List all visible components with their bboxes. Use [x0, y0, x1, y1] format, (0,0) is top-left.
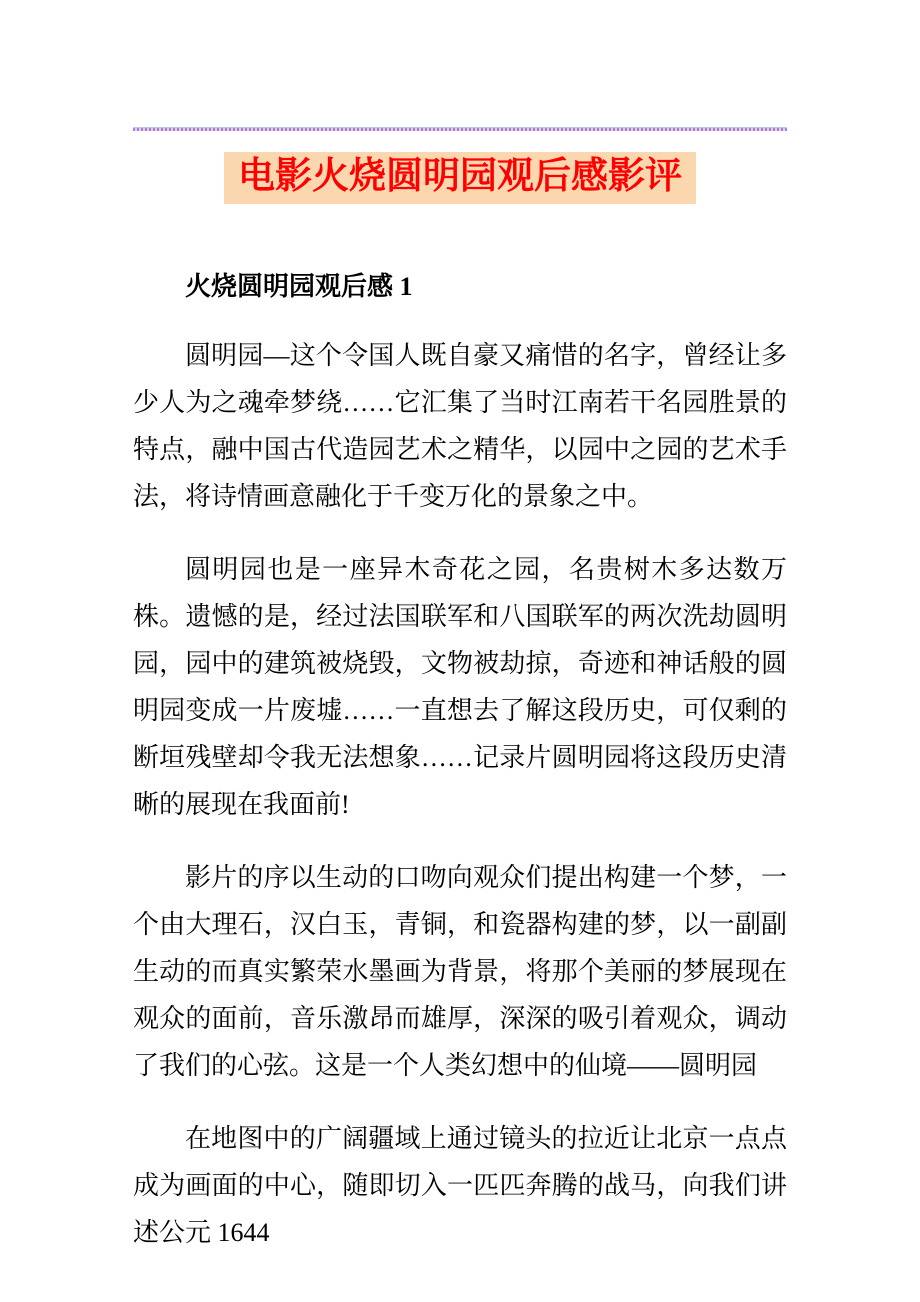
document-body: [0, 332, 920, 1256]
paragraph-1: 圆明园—这个令国人既自豪又痛惜的名字，曾经让多少人为之魂牵梦绕……它汇集了当时江南若干名园胜景的特点，融中国古代造园艺术之精华，以园中之园的艺术手法，将诗情画意融化于千变万化的景象之中。: [133, 341, 787, 511]
paragraph-2: 圆明园也是一座异木奇花之园，名贵树木多达数万株。遗憾的是，经过法国联军和八国联军的两次洗劫圆明园，园中的建筑被烧毁，文物被劫掠，奇迹和神话般的圆明园变成一片废墟……一直想去了解这段历史，可仅剩的断垣残壁却令我无法想象……记录片圆明园将这段历史清晰的展现在我面前!: [133, 555, 787, 819]
title-row: [0, 152, 920, 204]
divider-rule: [133, 127, 787, 131]
page-title: 电影火烧圆明园观后感影评: [238, 156, 682, 197]
paragraph-4: 在地图中的广阔疆域上通过镜头的拉近让北京一点点成为画面的中心，随即切入一匹匹奔腾的战马，向我们讲述公元 1644: [133, 1124, 787, 1247]
paragraph-3: 影片的序以生动的口吻向观众们提出构建一个梦，一个由大理石，汉白玉，青铜，和瓷器构建的梦，以一副副生动的而真实繁荣水墨画为背景，将那个美丽的梦展现在观众的面前，音乐激昂而雄厚，深深的吸引着观众，调动了我们的心弦。这是一个人类幻想中的仙境——圆明园: [133, 863, 787, 1080]
section-heading: 火烧圆明园观后感 1: [185, 272, 413, 301]
title-highlight: [224, 152, 696, 204]
